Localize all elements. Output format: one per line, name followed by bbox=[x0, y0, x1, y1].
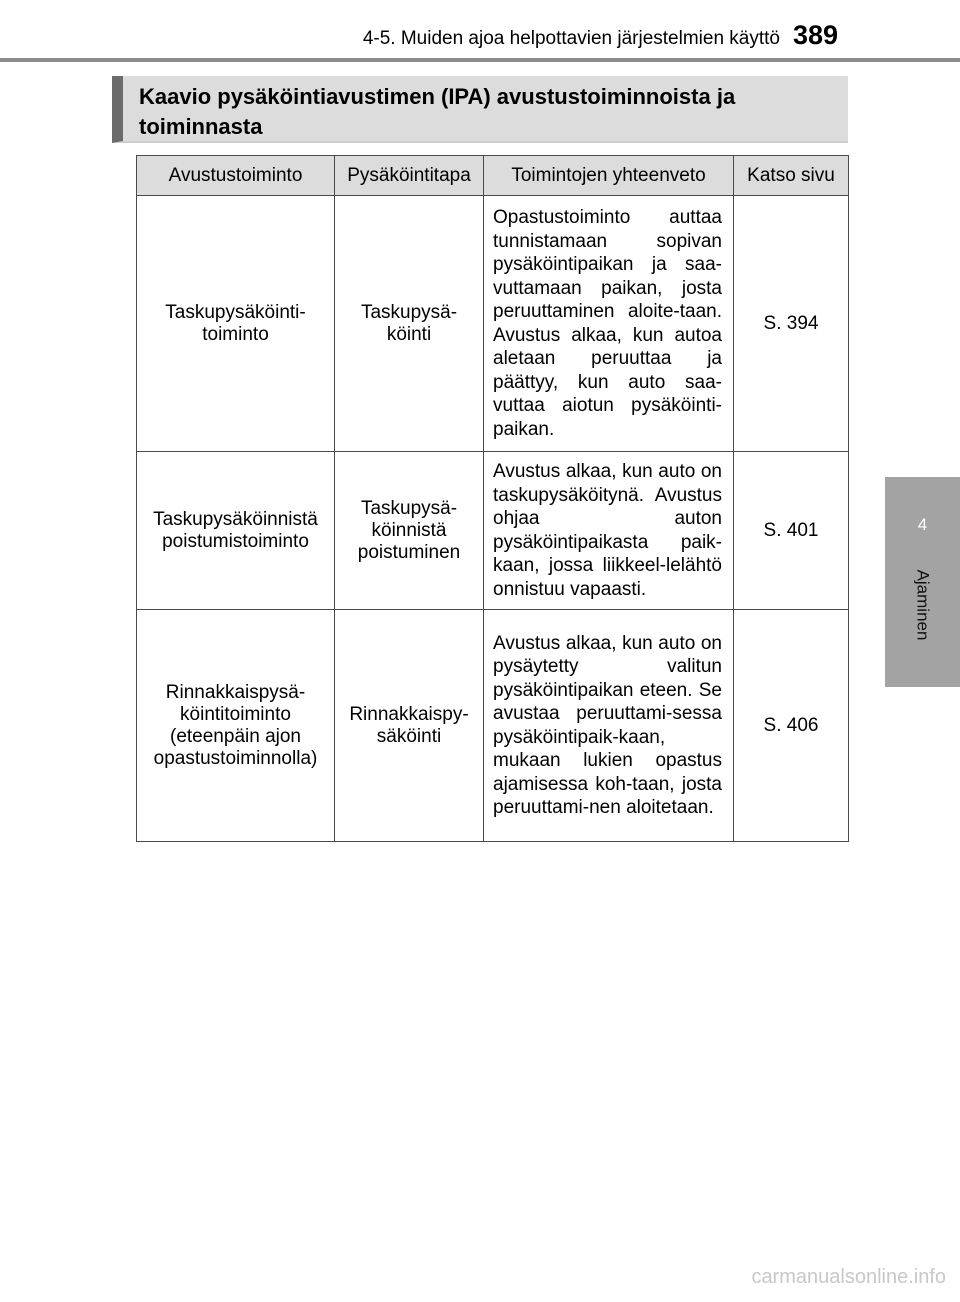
chapter-side-tab[interactable] bbox=[885, 477, 960, 687]
table-header-row bbox=[137, 156, 849, 196]
column-header: Toimintojen yhteenveto bbox=[484, 156, 734, 196]
chapter-title: 4-5. Muiden ajoa helpottavien järjestelmien käyttö bbox=[362, 28, 780, 49]
table-row bbox=[137, 196, 849, 452]
cell-line: säköinti bbox=[376, 725, 442, 747]
ipa-functions-table bbox=[136, 155, 849, 842]
table-row bbox=[137, 452, 849, 610]
cell-line: opastustoiminnolla) bbox=[153, 747, 318, 769]
section-title-line1: Kaavio pysäköintiavustimen (IPA) avustustoiminnoista ja bbox=[139, 84, 736, 109]
page-reference-link[interactable]: S. 401 bbox=[734, 452, 849, 610]
function-cell bbox=[137, 452, 335, 610]
summary-cell: Avustus alkaa, kun auto on taskupysäköitynä. Avustus ohjaa auton pysäköintipaikasta paik-kaan, jossa liikkeel-lelähtö onnistuu vapaasti. bbox=[484, 452, 734, 610]
function-cell bbox=[137, 196, 335, 452]
chapter-label: Ajaminen bbox=[913, 569, 933, 640]
cell-line: Taskupysä- bbox=[360, 301, 458, 323]
method-cell bbox=[335, 196, 484, 452]
cell-line: poistumistoiminto bbox=[162, 530, 309, 552]
column-header: Avustustoiminto bbox=[137, 156, 335, 196]
page-reference-link[interactable]: S. 394 bbox=[734, 196, 849, 452]
section-heading-box bbox=[112, 76, 848, 143]
cell-line: köinti bbox=[386, 323, 432, 345]
section-title-line2: toiminnasta bbox=[139, 114, 263, 139]
column-header: Pysäköintitapa bbox=[335, 156, 484, 196]
cell-line: Taskupysäköinnistä bbox=[153, 508, 318, 530]
cell-line: köinnistä bbox=[371, 519, 447, 541]
page-reference-link[interactable]: S. 406 bbox=[734, 610, 849, 842]
cell-line: Rinnakkaispy- bbox=[349, 703, 469, 725]
function-cell bbox=[137, 610, 335, 842]
table-row bbox=[137, 610, 849, 842]
chapter-label-wrapper bbox=[885, 527, 960, 682]
chapter-number: 4 bbox=[917, 515, 928, 534]
page-number: 389 bbox=[793, 20, 839, 50]
cell-line: (eteenpäin ajon bbox=[170, 725, 301, 747]
cell-line: toiminto bbox=[202, 323, 269, 345]
cell-line: köintitoiminto bbox=[180, 703, 291, 725]
cell-line: poistuminen bbox=[357, 541, 461, 563]
method-cell bbox=[335, 610, 484, 842]
cell-line: Rinnakkaispysä- bbox=[165, 681, 306, 703]
header-divider bbox=[0, 58, 960, 62]
summary-cell: Avustus alkaa, kun auto on pysäytetty valitun pysäköintipaikan eteen. Se avustaa peruuttami-sessa pysäköintipaik-kaan, mukaan lukien opastus ajamisessa koh-taan, josta peruuttami-nen aloitetaan. bbox=[484, 610, 734, 842]
method-cell bbox=[335, 452, 484, 610]
cell-line: Taskupysä- bbox=[360, 497, 458, 519]
section-title bbox=[139, 82, 839, 142]
watermark: carmanualsonline.info bbox=[751, 1266, 946, 1288]
column-header: Katso sivu bbox=[734, 156, 849, 196]
summary-cell: Opastustoiminto auttaa tunnistamaan sopivan pysäköintipaikan ja saa-vuttamaan paikan, josta peruuttaminen aloite-taan. Avustus alkaa, kun autoa aletaan peruuttaa ja päättyy, kun auto saa-vuttaa aiotun pysäköinti-paikan. bbox=[484, 196, 734, 452]
cell-line: Taskupysäköinti- bbox=[165, 301, 306, 323]
